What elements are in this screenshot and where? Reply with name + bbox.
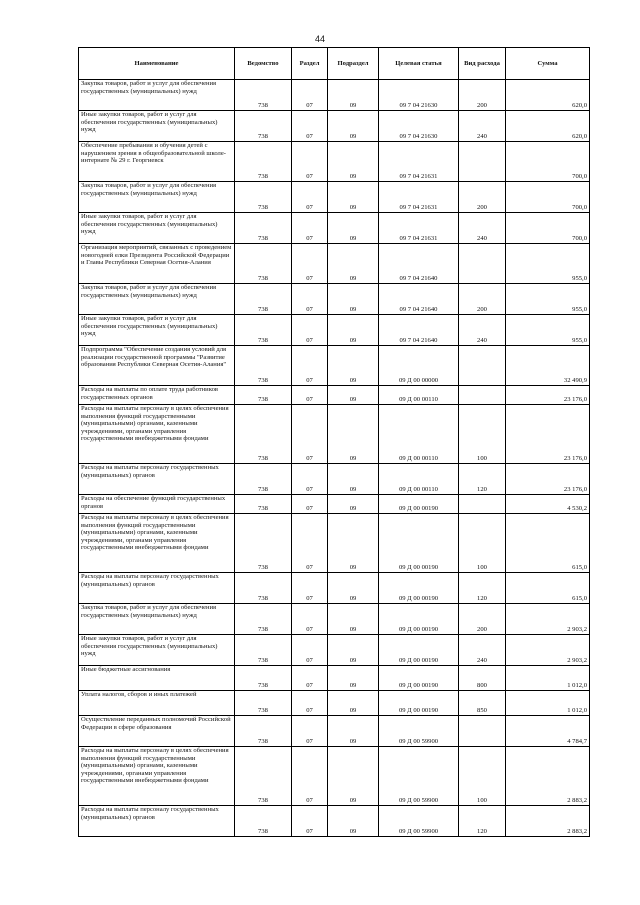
row-subsection: 09: [328, 495, 379, 514]
row-subsection: 09: [328, 142, 379, 182]
row-subsection: 09: [328, 405, 379, 464]
row-department: 738: [235, 514, 292, 573]
row-expense-type: 100: [459, 747, 506, 806]
row-name: Расходы на выплаты персоналу государственных (муниципальных) органов: [79, 464, 235, 495]
row-department: 738: [235, 604, 292, 635]
row-sum: 4 530,2: [506, 495, 590, 514]
row-subsection: 09: [328, 80, 379, 111]
row-name: Расходы на выплаты персоналу в целях обеспечения выполнения функций государственными (муниципальными) органами, казенными учреждениями, органами управления государственными внебюджетными фондами: [79, 514, 235, 573]
table-row: [79, 111, 590, 142]
row-name: Иные закупки товаров, работ и услуг для обеспечения государственных (муниципальных) нужд: [79, 213, 235, 244]
row-target-article: 09 Д 00 00000: [379, 346, 459, 386]
row-sum: 700,0: [506, 182, 590, 213]
table-row: [79, 604, 590, 635]
table-row: [79, 495, 590, 514]
table-row: [79, 464, 590, 495]
row-target-article: 09 7 04 21630: [379, 111, 459, 142]
row-expense-type: [459, 386, 506, 405]
row-expense-type: 100: [459, 405, 506, 464]
table-row: [79, 573, 590, 604]
table-row: [79, 315, 590, 346]
row-section: 07: [292, 111, 328, 142]
row-sum: 620,0: [506, 111, 590, 142]
row-expense-type: [459, 142, 506, 182]
row-department: 738: [235, 80, 292, 111]
budget-table: [78, 47, 590, 837]
row-expense-type: 240: [459, 111, 506, 142]
row-target-article: 09 Д 00 00110: [379, 405, 459, 464]
row-department: 738: [235, 405, 292, 464]
row-department: 738: [235, 284, 292, 315]
row-expense-type: 200: [459, 604, 506, 635]
row-subsection: 09: [328, 111, 379, 142]
row-sum: 23 176,0: [506, 386, 590, 405]
row-section: 07: [292, 573, 328, 604]
row-sum: 1 012,0: [506, 691, 590, 716]
row-department: 738: [235, 464, 292, 495]
row-department: 738: [235, 635, 292, 666]
row-target-article: 09 Д 00 59900: [379, 806, 459, 837]
table-row: [79, 747, 590, 806]
row-sum: 955,0: [506, 284, 590, 315]
row-expense-type: 120: [459, 464, 506, 495]
row-sum: 700,0: [506, 142, 590, 182]
row-sum: 2 883,2: [506, 806, 590, 837]
row-target-article: 09 7 04 21631: [379, 213, 459, 244]
row-section: 07: [292, 346, 328, 386]
row-section: 07: [292, 244, 328, 284]
row-name: Расходы на выплаты персоналу государственных (муниципальных) органов: [79, 806, 235, 837]
row-subsection: 09: [328, 244, 379, 284]
row-subsection: 09: [328, 691, 379, 716]
row-expense-type: [459, 244, 506, 284]
row-section: 07: [292, 604, 328, 635]
header-target-article: Целевая статья: [379, 48, 459, 80]
row-sum: 1 012,0: [506, 666, 590, 691]
row-name: Закупка товаров, работ и услуг для обеспечения государственных (муниципальных) нужд: [79, 182, 235, 213]
row-name: Закупка товаров, работ и услуг для обеспечения государственных (муниципальных) нужд: [79, 80, 235, 111]
table-row: [79, 635, 590, 666]
row-name: Уплата налогов, сборов и иных платежей: [79, 691, 235, 716]
row-target-article: 09 Д 00 00190: [379, 666, 459, 691]
row-target-article: 09 Д 00 00190: [379, 514, 459, 573]
row-target-article: 09 Д 00 00110: [379, 386, 459, 405]
row-expense-type: 120: [459, 573, 506, 604]
row-name: Расходы на выплаты персоналу в целях обеспечения выполнения функций государственными (муниципальными) органами, казенными учреждениями, органами управления государственными внебюджетными фондами: [79, 405, 235, 464]
row-subsection: 09: [328, 666, 379, 691]
row-name: Закупка товаров, работ и услуг для обеспечения государственных (муниципальных) нужд: [79, 284, 235, 315]
row-department: 738: [235, 573, 292, 604]
row-subsection: 09: [328, 806, 379, 837]
row-sum: 23 176,0: [506, 464, 590, 495]
row-expense-type: 850: [459, 691, 506, 716]
row-target-article: 09 7 04 21640: [379, 284, 459, 315]
row-department: 738: [235, 386, 292, 405]
table-row: [79, 182, 590, 213]
row-department: 738: [235, 666, 292, 691]
row-expense-type: [459, 346, 506, 386]
row-expense-type: 240: [459, 315, 506, 346]
row-target-article: 09 Д 00 00190: [379, 635, 459, 666]
table-row: [79, 666, 590, 691]
row-expense-type: [459, 495, 506, 514]
row-target-article: 09 Д 00 00190: [379, 604, 459, 635]
row-sum: 615,0: [506, 573, 590, 604]
row-expense-type: 200: [459, 284, 506, 315]
row-name: Осуществление переданных полномочий Российской Федерации в сфере образования: [79, 716, 235, 747]
row-sum: 4 784,7: [506, 716, 590, 747]
row-sum: 2 903,2: [506, 604, 590, 635]
header-expense-type: Вид расхода: [459, 48, 506, 80]
table-row: [79, 806, 590, 837]
row-department: 738: [235, 213, 292, 244]
row-section: 07: [292, 635, 328, 666]
row-section: 07: [292, 464, 328, 495]
row-department: 738: [235, 111, 292, 142]
table-row: [79, 405, 590, 464]
table-row: [79, 213, 590, 244]
row-expense-type: 200: [459, 182, 506, 213]
row-target-article: 09 7 04 21640: [379, 244, 459, 284]
header-subsection: Подраздел: [328, 48, 379, 80]
row-sum: 620,0: [506, 80, 590, 111]
table-row: [79, 284, 590, 315]
row-name: Закупка товаров, работ и услуг для обеспечения государственных (муниципальных) нужд: [79, 604, 235, 635]
row-department: 738: [235, 244, 292, 284]
row-subsection: 09: [328, 635, 379, 666]
row-target-article: 09 Д 00 00110: [379, 464, 459, 495]
row-name: Иные закупки товаров, работ и услуг для обеспечения государственных (муниципальных) нужд: [79, 635, 235, 666]
row-name: Расходы на выплаты персоналу в целях обеспечения выполнения функций государственными (муниципальными) органами, казенными учреждениями, органами управления государственными внебюджетными фондами: [79, 747, 235, 806]
row-subsection: 09: [328, 514, 379, 573]
row-department: 738: [235, 142, 292, 182]
row-sum: 955,0: [506, 315, 590, 346]
row-name: Расходы на выплаты по оплате труда работников государственных органов: [79, 386, 235, 405]
row-sum: 2 903,2: [506, 635, 590, 666]
row-subsection: 09: [328, 315, 379, 346]
row-target-article: 09 7 04 21631: [379, 142, 459, 182]
row-section: 07: [292, 747, 328, 806]
table-row: [79, 346, 590, 386]
row-section: 07: [292, 182, 328, 213]
row-target-article: 09 7 04 21640: [379, 315, 459, 346]
row-section: 07: [292, 495, 328, 514]
row-name: Расходы на выплаты персоналу государственных (муниципальных) органов: [79, 573, 235, 604]
row-section: 07: [292, 806, 328, 837]
row-department: 738: [235, 495, 292, 514]
table-row: [79, 716, 590, 747]
row-name: Иные закупки товаров, работ и услуг для обеспечения государственных (муниципальных) нужд: [79, 111, 235, 142]
row-section: 07: [292, 80, 328, 111]
row-sum: 700,0: [506, 213, 590, 244]
row-name: Подпрограмма "Обеспечение создания условий для реализации государственной программы "Развитие образования Республики Северная Осетия-Алания": [79, 346, 235, 386]
row-subsection: 09: [328, 346, 379, 386]
row-target-article: 09 Д 00 59900: [379, 716, 459, 747]
row-name: Организация мероприятий, связанных с проведением новогодней елки Президента Российской Федерации и Главы Республики Северная Осетия-Алания: [79, 244, 235, 284]
row-expense-type: 100: [459, 514, 506, 573]
header-name: Наименование: [79, 48, 235, 80]
row-section: 07: [292, 666, 328, 691]
row-department: 738: [235, 806, 292, 837]
row-section: 07: [292, 691, 328, 716]
header-department: Ведомство: [235, 48, 292, 80]
row-name: Иные бюджетные ассигнования: [79, 666, 235, 691]
table-row: [79, 142, 590, 182]
row-subsection: 09: [328, 182, 379, 213]
row-subsection: 09: [328, 284, 379, 315]
row-section: 07: [292, 142, 328, 182]
row-name: Иные закупки товаров, работ и услуг для обеспечения государственных (муниципальных) нужд: [79, 315, 235, 346]
row-target-article: 09 7 04 21630: [379, 80, 459, 111]
row-department: 738: [235, 716, 292, 747]
table-row: [79, 244, 590, 284]
row-expense-type: 240: [459, 213, 506, 244]
row-subsection: 09: [328, 716, 379, 747]
row-expense-type: 800: [459, 666, 506, 691]
row-subsection: 09: [328, 386, 379, 405]
row-name: Расходы на обеспечение функций государственных органов: [79, 495, 235, 514]
row-expense-type: 240: [459, 635, 506, 666]
table-row: [79, 691, 590, 716]
row-target-article: 09 Д 00 00190: [379, 495, 459, 514]
row-section: 07: [292, 284, 328, 315]
row-sum: 2 883,2: [506, 747, 590, 806]
row-subsection: 09: [328, 573, 379, 604]
row-subsection: 09: [328, 604, 379, 635]
table-row: [79, 514, 590, 573]
header-section: Раздел: [292, 48, 328, 80]
row-subsection: 09: [328, 747, 379, 806]
row-target-article: 09 7 04 21631: [379, 182, 459, 213]
row-section: 07: [292, 514, 328, 573]
row-department: 738: [235, 747, 292, 806]
row-expense-type: [459, 716, 506, 747]
row-expense-type: 200: [459, 80, 506, 111]
row-section: 07: [292, 716, 328, 747]
row-target-article: 09 Д 00 59900: [379, 747, 459, 806]
row-sum: 32 490,9: [506, 346, 590, 386]
row-department: 738: [235, 691, 292, 716]
row-name: Обеспечение пребывания и обучения детей с нарушением зрения в общеобразовательной школе-интернате № 29 г. Георгиевск: [79, 142, 235, 182]
row-sum: 23 176,0: [506, 405, 590, 464]
table-row: [79, 80, 590, 111]
table-body: [79, 80, 590, 837]
row-sum: 615,0: [506, 514, 590, 573]
row-section: 07: [292, 405, 328, 464]
page-number: 44: [314, 34, 325, 44]
table-row: [79, 386, 590, 405]
row-sum: 955,0: [506, 244, 590, 284]
row-department: 738: [235, 182, 292, 213]
row-subsection: 09: [328, 464, 379, 495]
row-expense-type: 120: [459, 806, 506, 837]
row-target-article: 09 Д 00 00190: [379, 691, 459, 716]
row-section: 07: [292, 213, 328, 244]
header-sum: Сумма: [506, 48, 590, 80]
row-section: 07: [292, 386, 328, 405]
table-header-row: [79, 48, 590, 80]
row-section: 07: [292, 315, 328, 346]
row-target-article: 09 Д 00 00190: [379, 573, 459, 604]
row-department: 738: [235, 346, 292, 386]
row-subsection: 09: [328, 213, 379, 244]
row-department: 738: [235, 315, 292, 346]
